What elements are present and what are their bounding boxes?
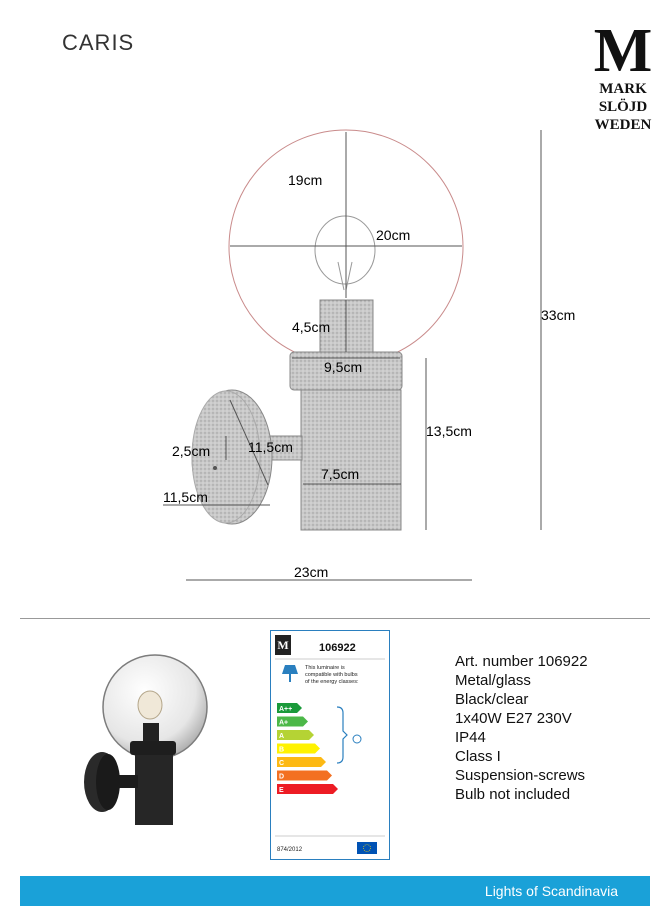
dim-total-depth: 23cm [294,564,329,580]
svg-text:M: M [277,638,289,652]
product-title: CARIS [62,30,135,55]
energy-class-label: C [279,760,285,767]
energy-class-bar [277,771,332,781]
energy-class-label: A++ [279,706,293,713]
dim-glass-height: 19cm [288,172,323,188]
dim-collar-width: 9,5cm [324,359,363,375]
energy-class-label: D [279,773,285,781]
spec-line: Bulb not included [455,786,571,803]
compat-line-2: compatible with bulbs [305,672,358,678]
dim-body-height: 13,5cm [426,423,472,439]
product-photo [70,645,260,855]
energy-label-graphic [271,631,389,859]
spec-list [455,652,588,804]
dim-glass-width: 20cm [376,227,411,243]
energy-class-bars [277,703,338,794]
energy-class-label: B [279,746,285,754]
spec-line: Class I [455,748,501,765]
dim-total-height: 33cm [541,307,576,323]
label-article: 106922 [319,642,356,654]
spec-line: 1x40W E27 230V [455,710,572,727]
svg-text:MARK: MARK [599,81,647,97]
svg-text:M: M [593,17,653,85]
energy-class-label: A+ [279,719,289,727]
dim-arm-height: 2,5cm [172,443,211,459]
spec-line: Metal/glass [455,672,531,689]
svg-text:WEDEN: WEDEN [594,117,652,133]
energy-class-label: A [279,733,285,740]
energy-label [270,630,390,860]
section-divider [20,618,650,619]
spec-line: Art. number 106922 [455,653,588,670]
svg-text:SLÖJD: SLÖJD [598,99,648,115]
label-regulation: 874/2012 [277,847,303,853]
dim-arm-length: 11,5cm [248,439,293,455]
spec-line: Black/clear [455,691,529,708]
footer-text: Lights of Scandinavia [484,883,618,899]
dim-backplate-height: 11,5cm [163,489,208,505]
footer-bar [20,876,650,906]
dim-neck-height: 4,5cm [292,319,331,335]
spec-line: Suspension-screws [455,767,586,784]
energy-class-bar [277,784,338,794]
dim-body-width: 7,5cm [321,466,360,482]
lamp-body [301,390,401,530]
energy-class-bar [277,757,326,767]
compat-line-1: This luminaire is [305,665,345,671]
compat-line-3: of the energy classes: [305,679,359,685]
energy-class-label: E [279,787,284,794]
spec-line: IP44 [455,729,486,746]
